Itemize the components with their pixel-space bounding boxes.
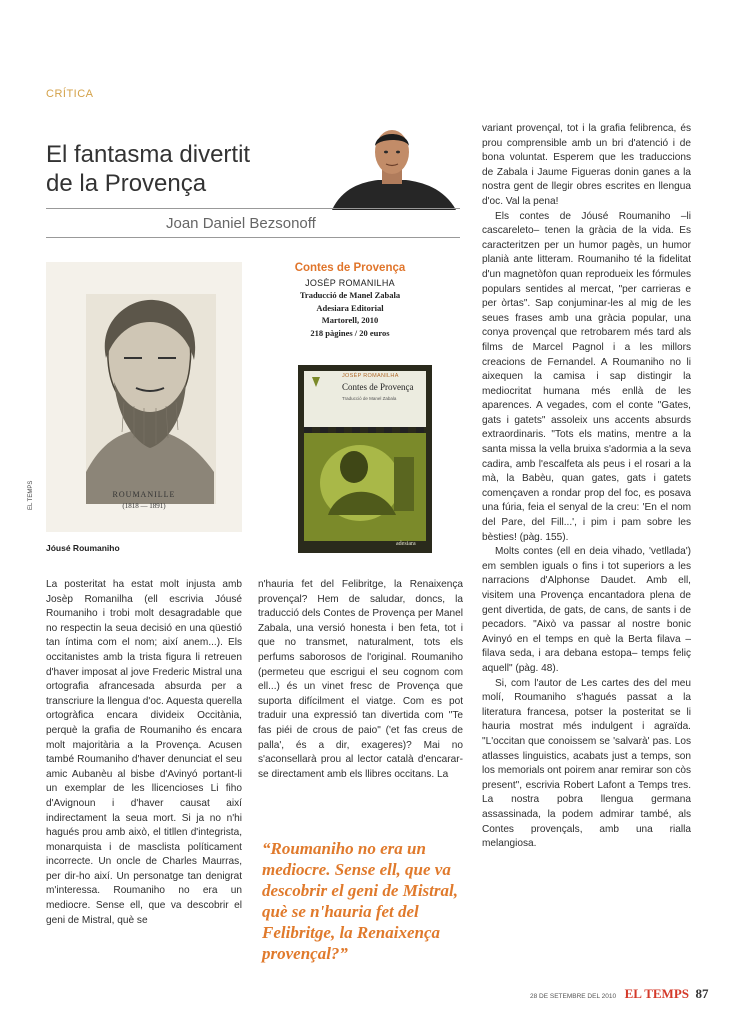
column-2-paragraph: n'hauria fet del Felibritge, la Renaixença provençal? Hem de saludar, doncs, la traducció dels Contes de Provença per Manel Zabala, una versió honesta i ben feta, tot i que no transmet, naturalment, tots els perfums saborosos de l'original. Roumaniho (permeteu que escrigui el seu cognom com ell...) és un vinet fresc de Provença que suporta difícilment el viatge. Com es pot traduir una expressió tan divertida com "Te fas piéi de crous de paio" ('et fas creus de palla', és a dir, exageres)? Mai no s'aconsellarà prou al lector català d'encarar-se directament amb els llibres occitans. La — [258, 579, 463, 780]
cover-title: Contes de Provença — [342, 382, 414, 392]
article-title — [46, 140, 346, 198]
page-footer — [530, 985, 709, 1003]
book-cover — [298, 365, 432, 553]
pull-quote: “Roumaniho no era un mediocre. Sense ell, que va descobrir el geni de Mistral, què se n'hauria fet del Felibritge, la Renaixença provençal?” — [262, 839, 458, 963]
book-translation: Traducció de Manel Zabala — [299, 290, 401, 300]
portrait-name: ROUMANILLE — [112, 490, 176, 499]
portrait-illustration — [46, 262, 242, 532]
author-photo-image — [322, 122, 460, 210]
book-place-year: Martorell, 2010 — [321, 315, 379, 325]
book-author: JOSÈP ROMANILHA — [305, 277, 395, 288]
column-3-paragraph-2: Els contes de Jóusé Roumaniho –li cascareleto– tenen la gràcia de la vida. Es caracteritzen per un humor pagès, un humor planià ante litteram. Roumaniho té la fidelitat d'un magnetòfon quan reprodueix les fórmules populars sentides al mercat, "per carrieras e per òrtas". Sap conjuminar-les al mig de les seues frases amb una gràcia popular, una conya provençal que retrobarem més tard als films de Marcel Pagnol i a les millors creacions de Fernandel. A Roumaniho no li aixequen la camisa i sap distingir la mediocritat humana més enllà de les aparences. A vegades, com el conte "Gates, gats i gatets" assoleix uns accents absurds extraordinaris. "Tots els matins, mentre a la santa missa la vella bruixa s'adormia a la seva cadira, amb l'escalfeta als peus i el rosari a la mà, la Babèu, quan gates, gats i gatets començaven a rondar prop del foc, es posava una fúria, feia el senyal de la creu: 'En el nom del Pare, del Fill...', i pim i pam sobre les bèsties! (pàg. 155). — [482, 210, 691, 543]
author-name: Joan Daniel Bezsonoff — [166, 215, 316, 232]
page-number: 87 — [695, 986, 709, 1001]
book-publisher: Adesiara Editorial — [316, 302, 384, 313]
photo-credit: EL TEMPS — [28, 480, 34, 510]
issue-date: 28 DE SETEMBRE DEL 2010 — [530, 993, 617, 1000]
cover-translator: Traducció de Manel Zabala — [342, 396, 397, 401]
book-info-box — [260, 262, 440, 339]
column-3-paragraph-3: Molts contes (ell en deia vihado, 'vetllada') em semblen iguals o fins i tot superiors a les narracions d'Alphonse Daudet. Amb ell, visitem una Provença encantadora plena de gent divertida, de gats, de cans, de sants i de pecadors. "Això va passar al nostre bonic Avinyó en el temps en què la Berta filava –filava seda, i ara debana estopa– temps feliç aquell" (pàg. 48). — [482, 546, 691, 674]
body-column-3 — [482, 122, 691, 852]
cover-author: JOSÈP ROMANILHA — [342, 373, 399, 379]
byline-rule-bottom — [46, 237, 460, 238]
book-title: Contes de Provença — [294, 262, 406, 274]
body-column-1 — [46, 578, 242, 928]
column-3-paragraph-1: variant provençal, tot i la grafia felibrenca, és prou comprensible amb un bri d'atenció i de bona voluntat. Esperem que les traduccions de Zabala i Jaume Figueras donin ganes a la nostra gent de llegir obres escrites en llengua d'oc. Val la pena! — [482, 123, 691, 207]
magazine-name: EL TEMPS — [624, 986, 689, 1001]
author-photo — [322, 122, 460, 210]
column-1-paragraph: La posteritat ha estat molt injusta amb Josèp Romanilha (ell escrivia Jóusé Roumaniho i trobi molt desagradable que no respectin la seua decisió en una qüestió tan íntima com el nom; així anem...). Els occitanistes amb la trista figura li retreuen d'haver imposat al jove Frederic Mistral una ortografia afrancesada absurda per a transcriure la llengua d'oc. Aquesta querella ortogràfica encara divideix Occitània, perquè la grafia de Roumaniho és encara molt majoritària a la Provença. Acusen també Roumaniho d'haver denunciat el seu amic Aubanèu al bisbe d'Avinyó portant-li un exemplar de les llicencioses Li fiho d'Avignoun i d'haver causat així indirectament la seua mort. Si ja no n'hi hagués prou amb això, el titllen d'integrista, monarquista i de masclista políticament incorrecte. Un oncle de Charles Maurras, per dir-ho així. Un personatge tan denigrat m'interessa. Roumaniho no era un mediocre. Sense ell, que va descobrir el geni de Mistral, què se — [46, 579, 242, 926]
portrait-dates: (1818 — 1891) — [122, 502, 166, 510]
byline-rule-top — [46, 208, 460, 209]
section-label: CRÍTICA — [46, 88, 94, 100]
title-line-1: El fantasma divertit — [46, 141, 251, 168]
cover-publisher: adesiara — [396, 541, 416, 547]
book-cover-art — [298, 365, 432, 553]
byline-bar — [46, 208, 460, 238]
book-pages-price: 218 pàgines / 20 euros — [310, 327, 390, 338]
body-column-2 — [258, 578, 463, 782]
title-line-2: de la Provença — [46, 170, 207, 197]
illustration-caption: Jóusé Roumaniho — [46, 543, 120, 553]
column-3-paragraph-4: Si, com l'autor de Les cartes des del meu molí, Roumaniho s'hagués passat a la literatura francesa, potser la posteritat se li hauria mostrat més indulgent i agraïda. "L'occitan que conoissem se 'salvarà' pas. Los atlasses linguistics, acabats just a temps, son los memorials ont poirem anar remirar son còs present", escrivia Robert Lafont a Temps tres. La nostra pobra llengua germana assassinada, la podem admirar també, als Contes provençals, amb una rialla melangiosa. — [482, 677, 691, 850]
